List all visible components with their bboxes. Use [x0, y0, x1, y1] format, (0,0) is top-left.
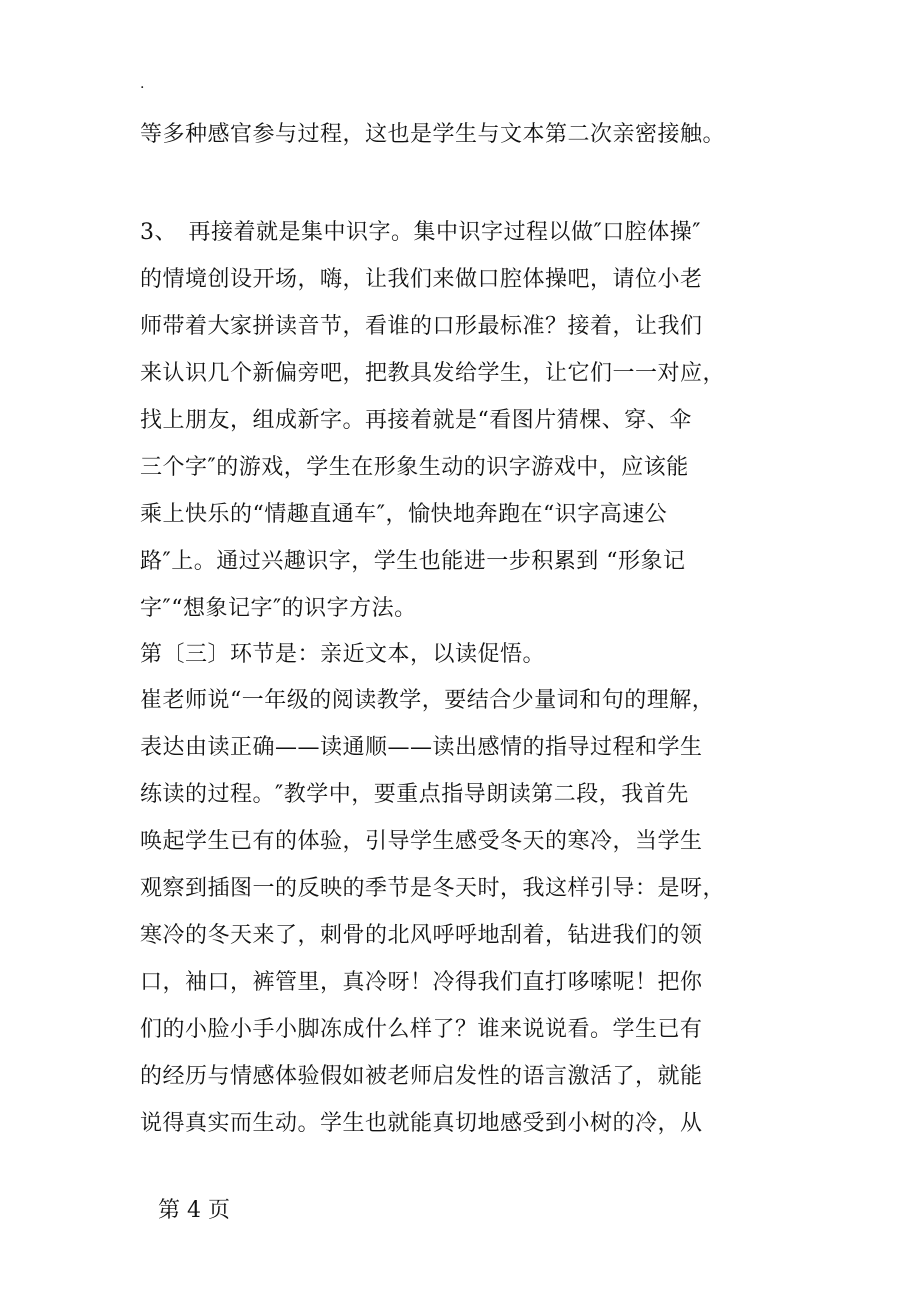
text-line: 师带着大家拼读音节，看谁的口形最标准？接着，让我们: [140, 314, 703, 339]
header-marker: .: [140, 76, 145, 92]
text-line: 三个字″的游戏，学生在形象生动的识字游戏中，应该能: [140, 455, 689, 480]
text-line: 的情境创设开场，嗨，让我们来做口腔体操吧，请位小老: [140, 267, 703, 292]
text-line: 崔老师说“一年级的阅读教学，要结合少量词和句的理解，: [140, 688, 715, 713]
section-heading: 第〔三〕环节是：亲近文本，以读促悟。: [140, 642, 546, 667]
text-line: 乘上快乐的“情趣直通车″，愉快地奔跑在“识字高速公: [140, 502, 668, 527]
text-line: 口，袖口，裤管里，真冷呀！冷得我们直打哆嗦呢！把你: [140, 970, 703, 995]
text-line: 找上朋友，组成新字。再接着就是“看图片猜棵、穿、伞: [140, 408, 692, 433]
text-line: 字″“想象记字″的识字方法。: [140, 596, 417, 621]
text-line: 来认识几个新偏旁吧，把教具发给学生，让它们一一对应，: [140, 361, 726, 386]
text-line: 练读的过程。″教学中，要重点指导朗读第二段，我首先: [140, 782, 689, 807]
text-line: 们的小脸小手小脚冻成什么样了？谁来说说看。学生已有: [140, 1017, 703, 1042]
text-line: 说得真实而生动。学生也就能真切地感受到小树的冷，从: [140, 1111, 703, 1136]
text-line: 3、 再接着就是集中识字。集中识字过程以做″口腔体操″: [140, 220, 701, 245]
text-line: 表达由读正确——读通顺——读出感情的指导过程和学生: [140, 735, 703, 760]
text-line: 的经历与情感体验假如被老师启发性的语言激活了，就能: [140, 1064, 703, 1089]
text-line: 唤起学生已有的体验，引导学生感受冬天的寒冷，当学生: [140, 829, 703, 854]
text-line: 观察到插图一的反映的季节是冬天时，我这样引导：是呀，: [140, 876, 726, 901]
text-line: 等多种感官参与过程，这也是学生与文本第二次亲密接触。: [140, 122, 726, 147]
page-number: 第 4 页: [158, 1198, 230, 1223]
text-line: 路″上。通过兴趣识字，学生也能进一步积累到 “形象记: [140, 549, 686, 574]
text-line: 寒冷的冬天来了，刺骨的北风呼呼地刮着，钻进我们的领: [140, 923, 703, 948]
